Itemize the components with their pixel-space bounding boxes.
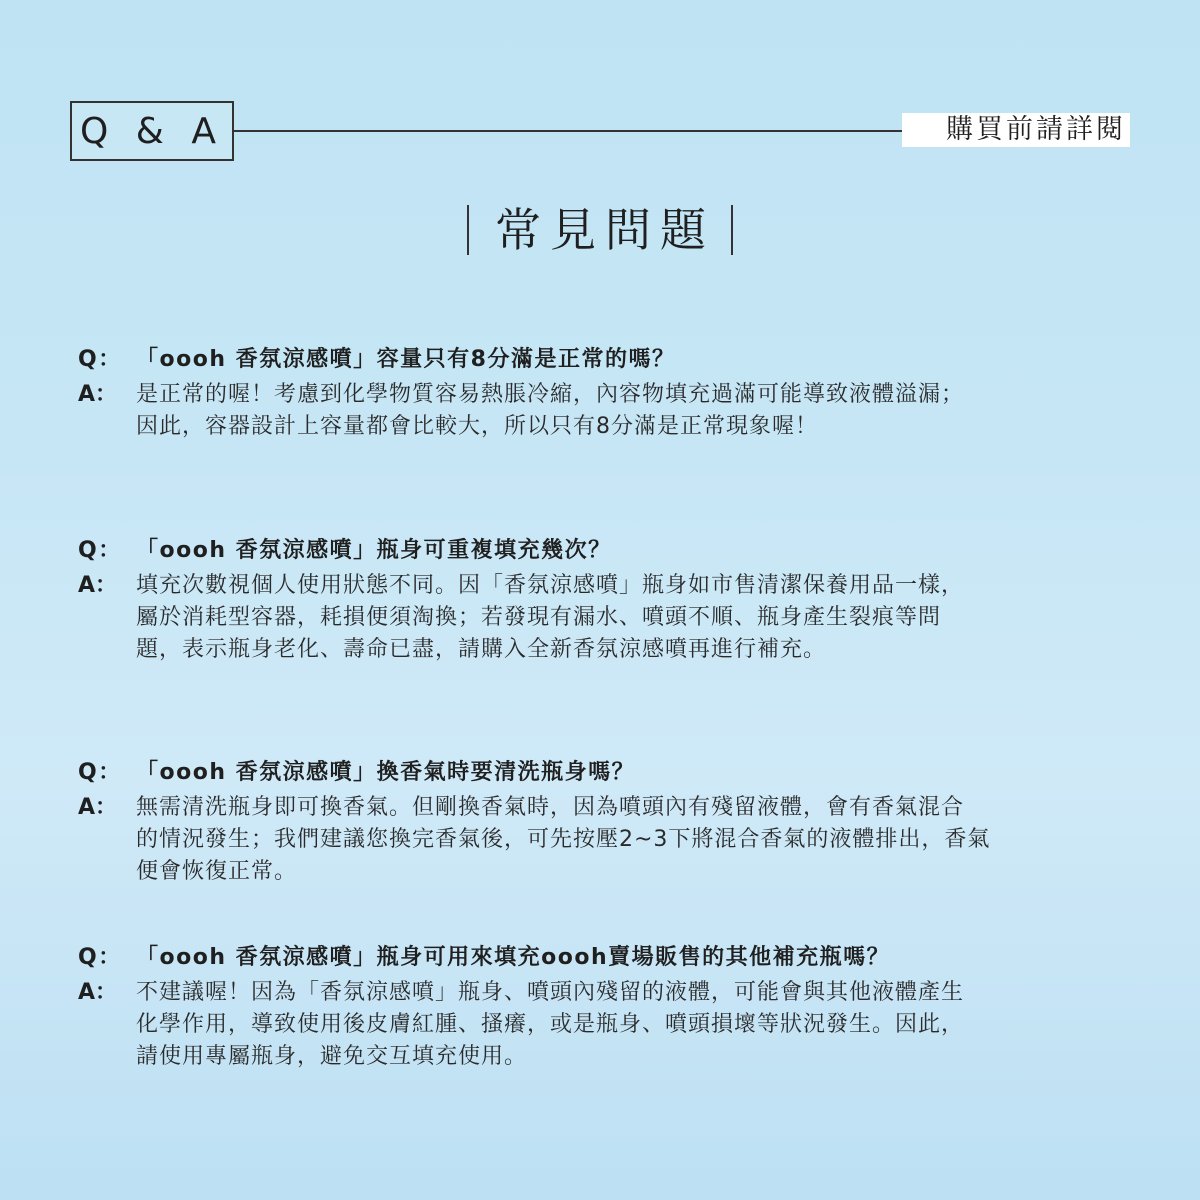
page-title-text: 常見問題 <box>495 203 715 257</box>
answer-label: A： <box>78 795 118 820</box>
answer-label: A： <box>78 382 118 407</box>
question-text: 「oooh 香氛涼感噴」瓶身可用來填充oooh賣場販售的其他補充瓶嗎？ <box>136 945 891 970</box>
question-label: Q： <box>78 538 122 563</box>
question-label: Q： <box>78 760 122 785</box>
faq-question <box>78 343 1138 377</box>
answer-label: A： <box>78 980 118 1005</box>
page-title <box>0 198 1200 262</box>
faq-item <box>78 343 1138 443</box>
faq-item <box>78 941 1138 1073</box>
answer-text: 不建議喔！因為「香氛涼感噴」瓶身、噴頭內殘留的液體，可能會與其他液體產生 化學作用，導致使用後皮膚紅腫、搔癢，或是瓶身、噴頭損壞等狀況發生。因此， 請使用專屬瓶身，避免交互填充使用。 <box>136 980 965 1069</box>
title-left-bar <box>467 205 469 255</box>
faq-question <box>78 756 1138 790</box>
question-text: 「oooh 香氛涼感噴」瓶身可重複填充幾次？ <box>136 538 612 563</box>
read-before-purchase-note: 購買前請詳閱 <box>902 113 1130 147</box>
title-right-bar <box>731 205 733 255</box>
answer-text: 無需清洗瓶身即可換香氣。但剛換香氣時，因為噴頭內有殘留液體，會有香氣混合 的情況發生；我們建議您換完香氣後，可先按壓2~3下將混合香氣的液體排出，香氣 便會恢復正常。 <box>136 795 991 884</box>
answer-label: A： <box>78 573 118 598</box>
faq-answer <box>78 977 1138 1073</box>
header-divider <box>234 130 902 132</box>
question-text: 「oooh 香氛涼感噴」容量只有8分滿是正常的嗎？ <box>136 347 676 372</box>
faq-answer <box>78 570 1138 666</box>
faq-answer <box>78 379 1138 443</box>
faq-item <box>78 534 1138 666</box>
question-label: Q： <box>78 945 122 970</box>
answer-text: 是正常的喔！考慮到化學物質容易熱脹冷縮，內容物填充過滿可能導致液體溢漏； 因此，容器設計上容量都會比較大，所以只有8分滿是正常現象喔！ <box>136 382 965 439</box>
answer-text: 填充次數視個人使用狀態不同。因「香氛涼感噴」瓶身如市售清潔保養用品一樣， 屬於消耗型容器，耗損便須淘換；若發現有漏水、噴頭不順、瓶身產生裂痕等問 題，表示瓶身老化、壽命已盡，請購入全新香氛涼感噴再進行補充。 <box>136 573 965 662</box>
faq-question <box>78 941 1138 975</box>
faq-question <box>78 534 1138 568</box>
question-label: Q： <box>78 347 122 372</box>
faq-item <box>78 756 1138 888</box>
question-text: 「oooh 香氛涼感噴」換香氣時要清洗瓶身嗎？ <box>136 760 636 785</box>
faq-answer <box>78 792 1138 888</box>
qa-badge: Q & A <box>70 101 234 161</box>
